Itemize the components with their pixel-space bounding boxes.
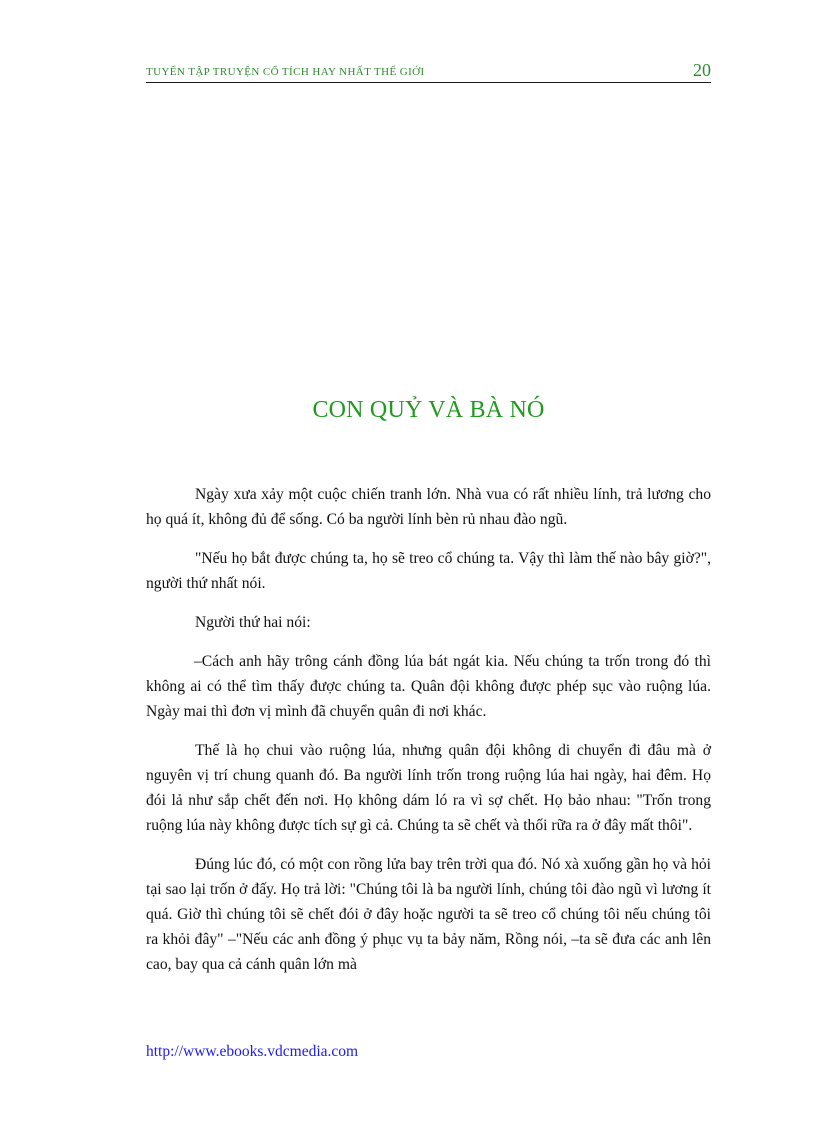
- paragraph: Đúng lúc đó, có một con rồng lửa bay trên trời qua đó. Nó xà xuống gần họ và hỏi tại sao lại trốn ở đấy. Họ trả lời: "Chúng tôi là ba người lính, chúng tôi đào ngũ vì lương ít quá. Giờ thì chúng tôi sẽ chết đói ở đây hoặc người ta sẽ treo cổ chúng tôi nếu chúng tôi ra khỏi đây" –"Nếu các anh đồng ý phục vụ ta bảy năm, Rồng nói, –ta sẽ đưa các anh lên cao, bay qua cả cánh quân lớn mà: [146, 856, 711, 973]
- paragraph: –Cách anh hãy trông cánh đồng lúa bát ngát kia. Nếu chúng ta trốn trong đó thì không ai có thể tìm thấy được chúng ta. Quân đội không được phép sục vào ruộng lúa. Ngày mai thì đơn vị mình đã chuyển quân đi nơi khác.: [146, 653, 711, 720]
- story-body: [146, 482, 711, 991]
- running-header: [146, 58, 711, 83]
- page-number: 20: [693, 60, 711, 80]
- paragraph: Người thứ hai nói:: [195, 614, 311, 631]
- story-title: CON QUỶ VÀ BÀ NÓ: [312, 397, 545, 423]
- paragraph: "Nếu họ bắt được chúng ta, họ sẽ treo cổ chúng ta. Vậy thì làm thế nào bây giờ?", người thứ nhất nói.: [146, 550, 711, 592]
- paragraph: Thế là họ chui vào ruộng lúa, nhưng quân đội không di chuyển đi đâu mà ở nguyên vị trí chung quanh đó. Ba người lính trốn trong ruộng lúa hai ngày, hai đêm. Họ đói lả như sắp chết đến nơi. Họ không dám ló ra vì sợ chết. Họ bảo nhau: "Trốn trong ruộng lúa này không được tích sự gì cả. Chúng ta sẽ chết và thối rữa ra ở đây mất thôi".: [146, 742, 711, 834]
- paragraph: Ngày xưa xảy một cuộc chiến tranh lớn. Nhà vua có rất nhiều lính, trả lương cho họ quá ít, không đủ để sống. Có ba người lính bèn rủ nhau đào ngũ.: [146, 486, 711, 528]
- footer-url-link[interactable]: http://www.ebooks.vdcmedia.com: [146, 1043, 359, 1060]
- book-title: TUYỂN TẬP TRUYỆN CỔ TÍCH HAY NHẤT THẾ GIỚI: [146, 66, 425, 78]
